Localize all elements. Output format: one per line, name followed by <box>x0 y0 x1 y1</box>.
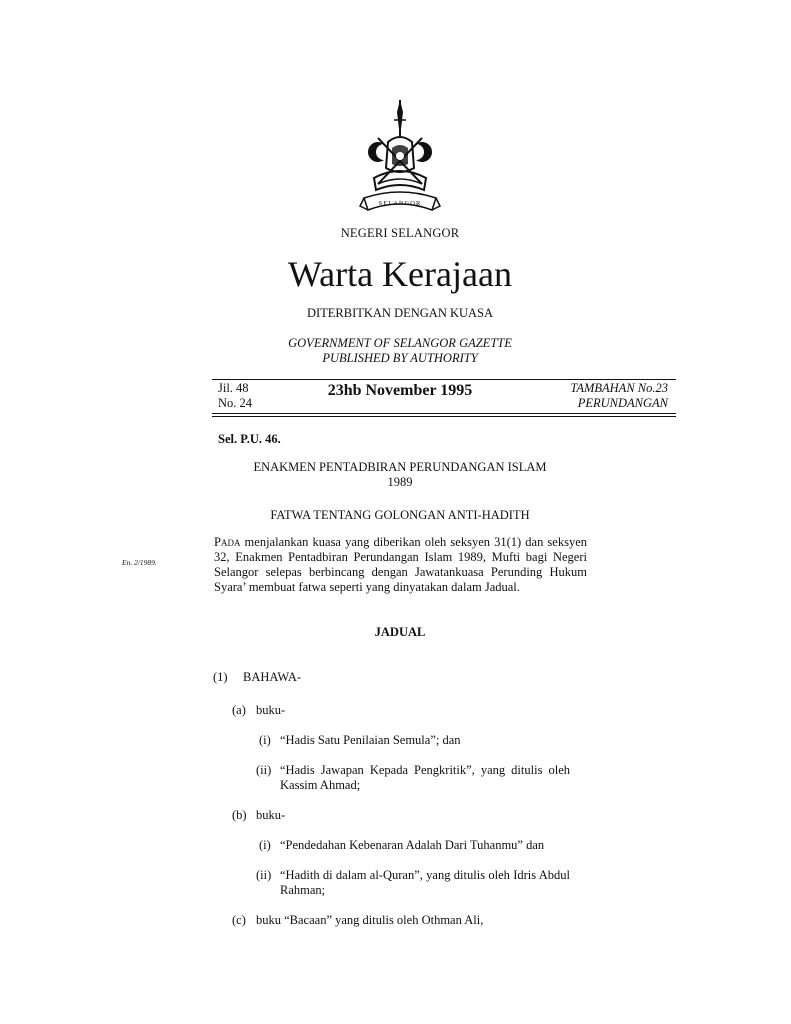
supplement-category: PERUNDANGAN <box>577 396 668 410</box>
enactment-title-line-1: ENAKMEN PENTADBIRAN PERUNDANGAN ISLAM <box>253 460 547 474</box>
supplement-block <box>570 381 668 411</box>
item-text: BAHAWA- <box>243 670 302 684</box>
paragraph-lead-word: Pada <box>214 535 241 549</box>
item-number: (i) <box>259 733 271 747</box>
item-text: “Pendedahan Kebenaran Adalah Dari Tuhanmu” dan <box>280 838 545 852</box>
notice-reference: Sel. P.U. 46. <box>218 432 281 446</box>
margin-note: En. 2/1989. <box>122 558 157 567</box>
publication-date: 23hb November 1995 <box>327 382 473 399</box>
issue-number: No. 24 <box>218 396 253 410</box>
volume: Jil. 48 <box>218 381 249 395</box>
gazette-title: Warta Kerajaan <box>288 254 512 294</box>
item-number: (a) <box>232 703 246 717</box>
item-text: “Hadith di dalam al-Quran”, yang ditulis oleh Idris Abdul Rahman; <box>280 868 570 897</box>
item-number: (ii) <box>256 763 272 777</box>
crest-ribbon-text: SELANGOR <box>378 200 422 207</box>
schedule-heading: JADUAL <box>374 625 426 639</box>
gazette-english-line-1: GOVERNMENT OF SELANGOR GAZETTE <box>288 336 512 350</box>
fatwa-title: FATWA TENTANG GOLONGAN ANTI-HADITH <box>270 508 530 522</box>
enactment-title <box>0 460 791 490</box>
state-name: NEGERI SELANGOR <box>340 226 460 240</box>
gazette-subtitle: DITERBITKAN DENGAN KUASA <box>306 306 494 320</box>
item-number: (ii) <box>256 868 272 882</box>
item-text: “Hadis Satu Penilaian Semula”; dan <box>280 733 461 747</box>
enactment-title-line-2: 1989 <box>387 475 413 489</box>
item-text: buku- <box>256 808 286 822</box>
item-number: (1) <box>213 670 228 684</box>
item-number: (b) <box>232 808 247 822</box>
header-rule-top <box>212 379 676 380</box>
item-number: (i) <box>259 838 271 852</box>
item-text: buku- <box>256 703 286 717</box>
item-text: buku “Bacaan” yang ditulis oleh Othman Ali, <box>256 913 484 927</box>
item-number: (c) <box>232 913 246 927</box>
paragraph-body: menjalankan kuasa yang diberikan oleh seksyen 31(1) dan seksyen 32, Enakmen Pentadbiran Perundangan Islam 1989, Mufti bagi Negeri Selangor selepas berbincang dengan Jawatankuasa Perunding Hukum Syara’ membuat fatwa seperti yang dinyatakan dalam Jadual. <box>214 535 587 594</box>
supplement-number: TAMBAHAN No.23 <box>570 381 668 395</box>
selangor-crest-icon <box>358 98 442 222</box>
gazette-english-line-2: PUBLISHED BY AUTHORITY <box>322 351 478 365</box>
header-rule-bottom <box>212 413 676 417</box>
preamble-paragraph <box>214 535 587 595</box>
gazette-english-title <box>0 336 791 366</box>
item-text: “Hadis Jawapan Kepada Pengkritik”, yang ditulis oleh Kassim Ahmad; <box>280 763 570 792</box>
